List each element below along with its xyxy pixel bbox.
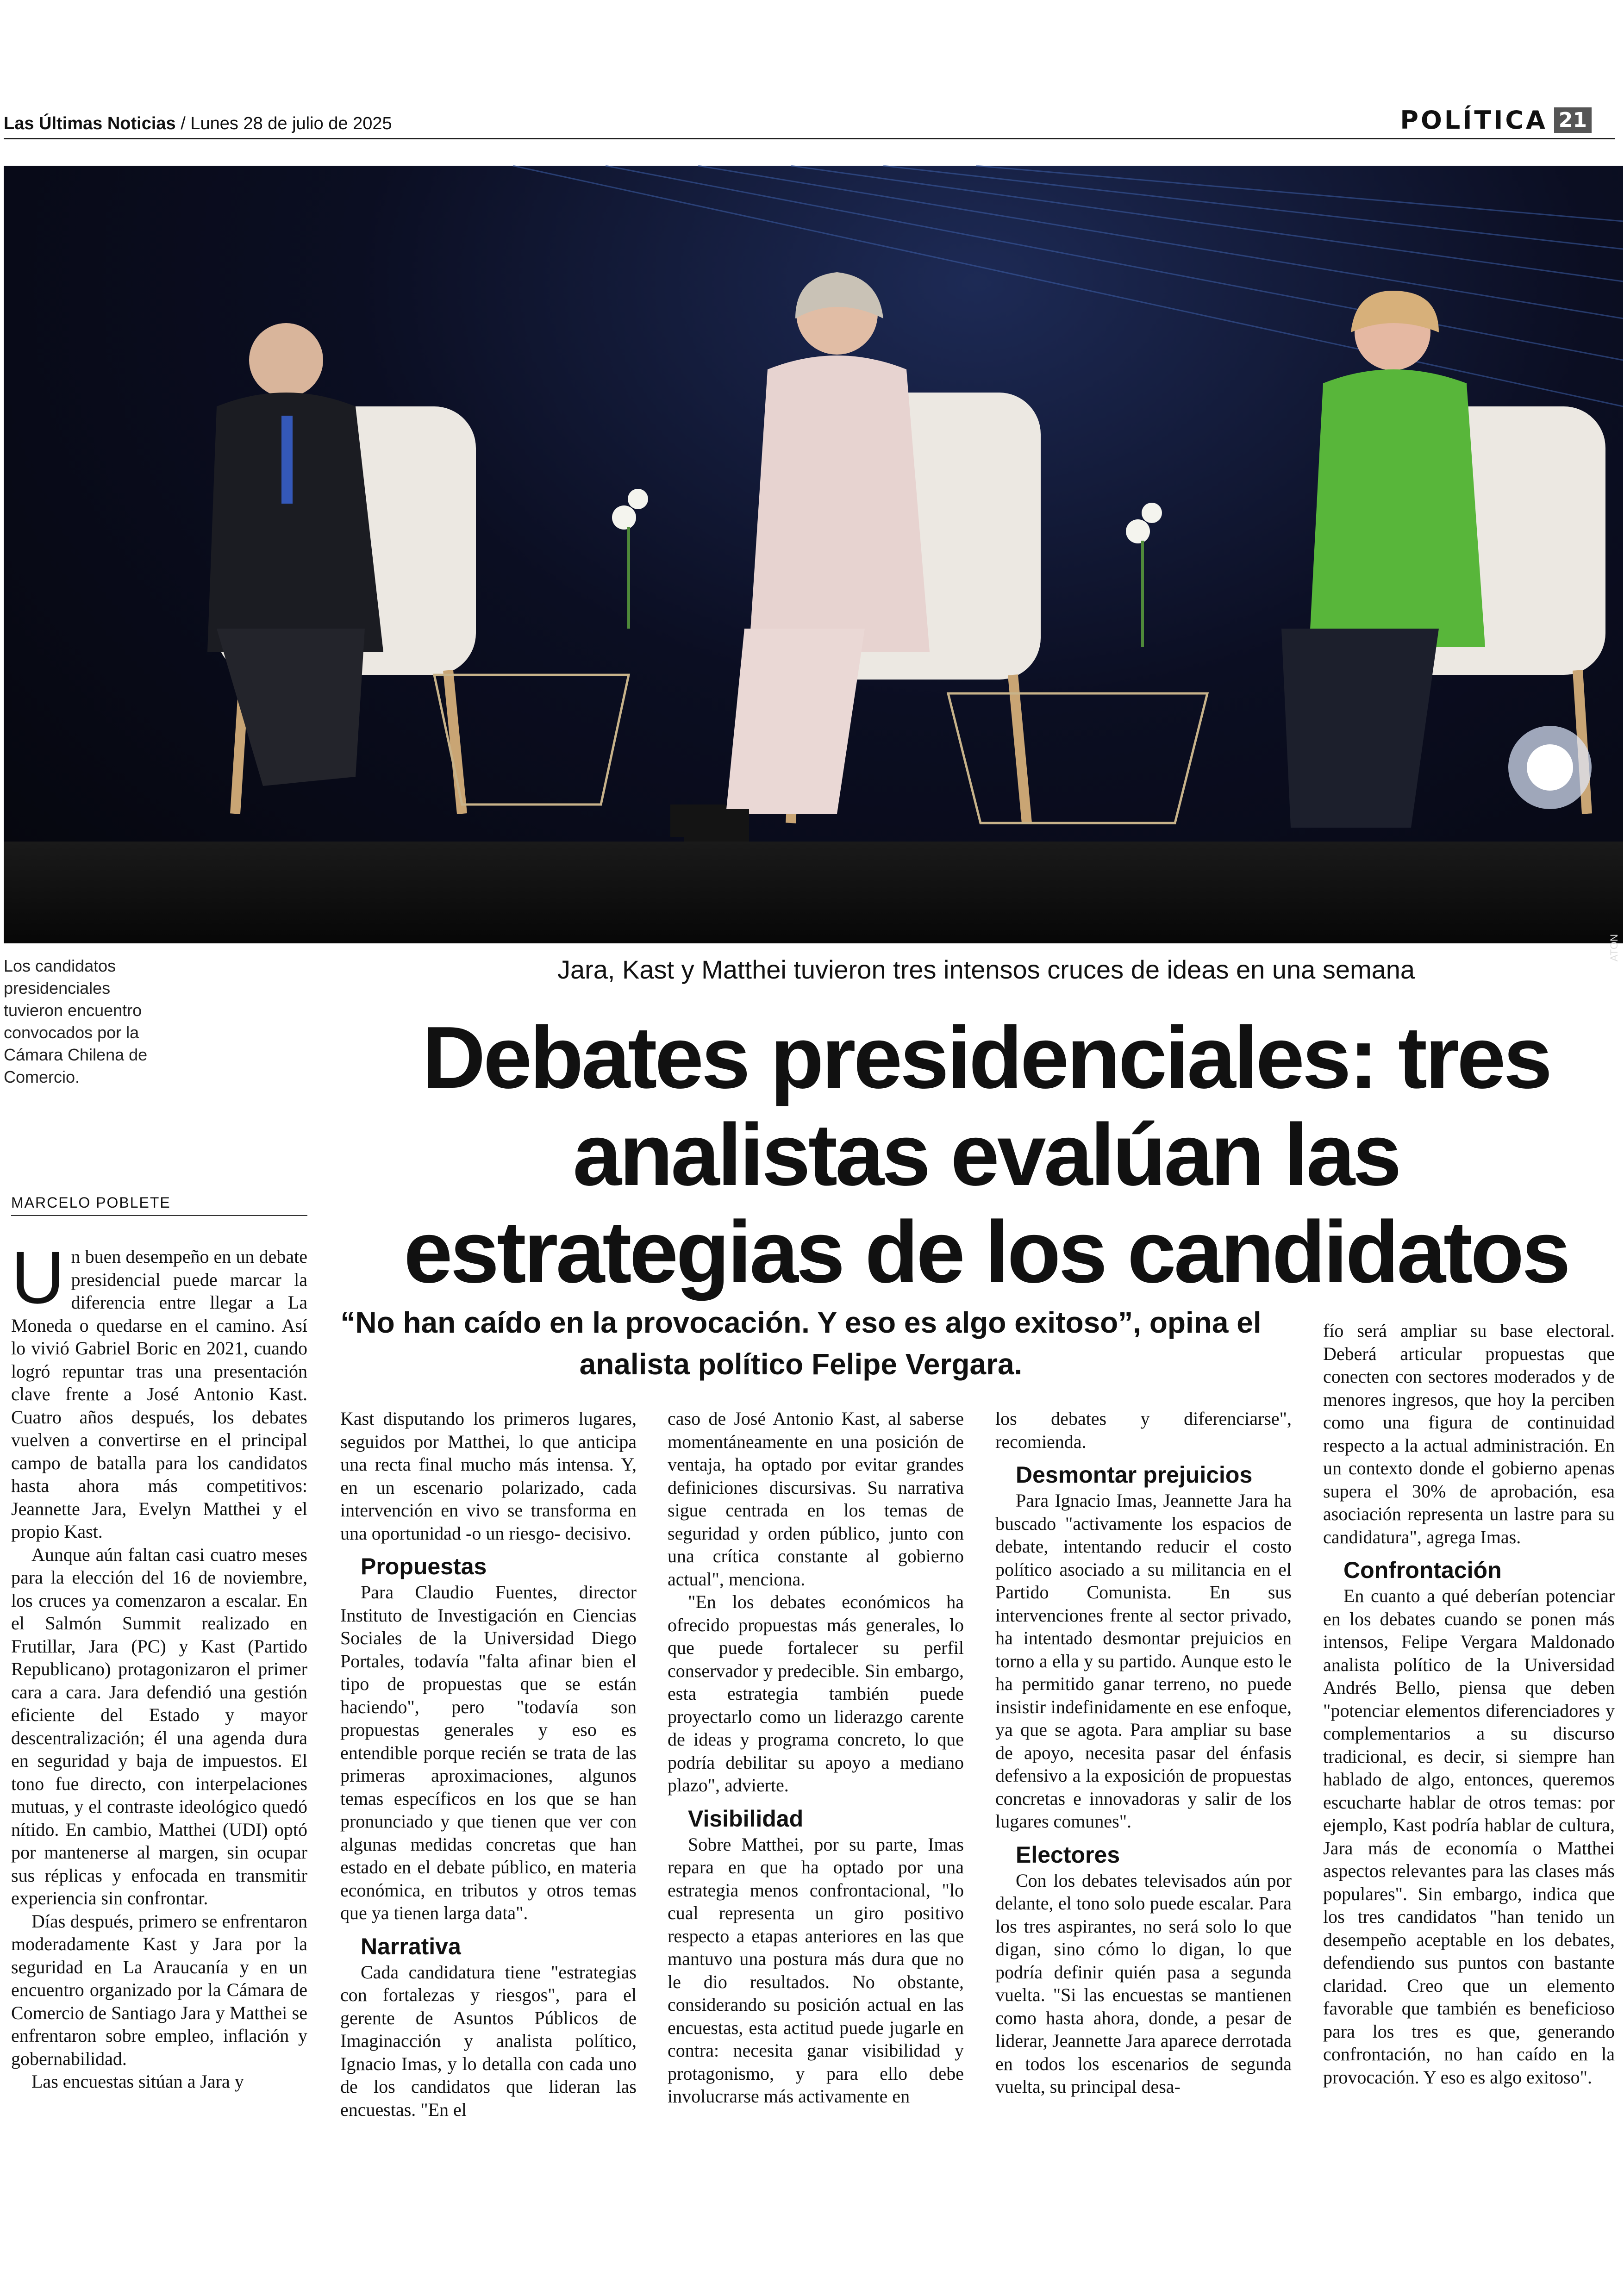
subheading: Propuestas — [361, 1553, 487, 1579]
paragraph: Aunque aún faltan casi cuatro meses para la elección del 16 de noviembre, los cruces ya comenzaron a escalar. En el Salmón Summit realizado en Frutillar, Jara (PC) y Kast (Partido Republicano) protagonizaron el primer cara a cara. Jara defendió una gestión eficiente del Estado y mayor descentralización; él una agenda dura en seguridad y baja de impuestos. El tono fue directo, con interpelaciones mutuas, y el contraste ideológico quedó nítido. En cambio, Matthei (UDI) optó por mantenerse al margen, sin ocupar sus réplicas y enfocada en transmitir experiencia sin confrontar. — [11, 1544, 307, 1908]
stage-floor — [4, 842, 1623, 943]
page-number: 21 — [1554, 107, 1592, 133]
page-header-publication — [4, 114, 392, 134]
section-name: POLÍTICA — [1400, 106, 1548, 135]
debate-photo — [4, 166, 1623, 962]
article-column-3 — [668, 1407, 964, 2108]
paragraph: Días después, primero se enfrentaron moderadamente Kast y Jara por la seguridad en La Araucanía y en un encuentro organizado por la Cámara de Comercio de Santiago Jara y Matthei se enfrentaron sobre empleo, inflación y gobernabilidad. — [11, 1910, 307, 2069]
paragraph: "En los debates económicos ha ofrecido propuestas más generales, lo que puede fortalecer su perfil conservador y predecible. Sin embargo, esta estrategia también puede proyectarlo como un liderazgo carente de ideas y programa concreto, lo que podría debilitar su apoyo a mediano plazo", advierte. — [668, 1591, 964, 1796]
paragraph: Sobre Matthei, por su parte, Imas repara en que ha optado por una estrategia menos confrontacional, "lo cual representa un giro positivo respecto a etapas anteriores en las que mantuvo una postura más dura que no le dio resultados. No obstante, considerando su posición actual en las encuestas, esta actitud puede jugarle en contra: necesita ganar visibilidad y protagonismo, y para ello debe involucrarse más activamente en — [668, 1834, 964, 2107]
paragraph: Con los debates televisados aún por delante, el tono solo puede escalar. Para los tres aspirantes, no será solo lo que digan, sino cómo lo digan, lo que podría definir quién pasa a segunda vuelta. "Si las encuestas se mantienen como hasta ahora, donde, a pesar de liderar, Jeannette Jara aparece derrotada en todos los escenarios de segunda vuelta, su principal desa- — [995, 1870, 1292, 2097]
debate-stage-illustration — [4, 166, 1623, 943]
article-pullquote: “No han caído en la provocación. Y eso es algo exitoso”, opina el analista político Felipe Vergara. — [340, 1306, 1262, 1381]
article-column-4 — [995, 1407, 1292, 2098]
subheading: Narrativa — [361, 1933, 461, 1959]
section-header — [1400, 106, 1592, 135]
photo-caption: Los candidatos presidenciales tuvieron encuentro convocados por la Cámara Chilena de Comercio. — [4, 956, 148, 1086]
paragraph: Las encuestas sitúan a Jara y — [31, 2071, 244, 2092]
paragraph: Para Claudio Fuentes, director Instituto de Investigación en Ciencias Sociales de la Universidad Diego Portales, todavía "falta afinar bien el tipo de propuestas que se están haciendo", pero "todavía son propuestas generales y eso es entendible porque recién se trata de las primeras aproximaciones, algunos temas específicos en los que se han pronunciado y que tienen que ver con algunas medidas concretas que han estado en el debate público, en materia económica, en tributos y otros temas que ya tienen larga data". — [340, 1582, 637, 1923]
article-column-2 — [340, 1407, 637, 2121]
paragraph: caso de José Antonio Kast, al saberse momentáneamente en una posición de ventaja, ha optado por evitar grandes definiciones discursivas. Su narrativa sigue centrada en los temas de seguridad y orden público, junto con una crítica constante al gobierno actual", menciona. — [668, 1408, 964, 1590]
subheading: Desmontar prejuicios — [1016, 1462, 1253, 1488]
article-kicker: Jara, Kast y Matthei tuvieron tres intensos cruces de ideas en una semana — [557, 955, 1415, 984]
publication-name: Las Últimas Noticias — [4, 114, 176, 133]
paragraph: En cuanto a qué deberían potenciar en los debates cuando se ponen más intensos, Felipe Vergara Maldonado analista político de la Universidad Andrés Bello, piensa que deben "potenciar elementos diferenciadores y complementarios a su discurso tradicional, es decir, si siempre han hablado de algo, entonces, queremos escucharte hablar de otros temas: por ejemplo, Kast podría hablar de cultura, Jara más de economía o Matthei aspectos relevantes para las clases más populares". Sin embargo, indica que los tres candidatos "han tenido un desempeño aceptable en los debates, defendiendo sus puntos con bastante claridad. Creo que un elemento favorable que también es beneficioso para los tres es que, generando confrontación, no han caído en la provocación. Y eso es algo exitoso". — [1323, 1585, 1615, 2088]
paragraph-text: n buen desempeño en un debate presidencial puede marcar la diferencia entre llegar a La Moneda o quedarse en el camino. Así lo vivió Gabriel Boric en 2021, cuando logró repuntar tras una presentación clave frente a José Antonio Kast. Cuatro años después, los debates vuelven a convertirse en el principal campo de batalla para los candidatos hasta ahora más competitivos: Jeannette Jara, Evelyn Matthei y el propio Kast. — [11, 1246, 307, 1542]
article-column-5 — [1323, 1319, 1615, 2089]
subheading: Visibilidad — [688, 1805, 804, 1832]
publication-date: / Lunes 28 de julio de 2025 — [181, 114, 392, 133]
subheading: Electores — [1016, 1841, 1120, 1868]
paragraph: Cada candidatura tiene "estrategias con fortalezas y riesgos", para el gerente de Asuntos Públicos de Imaginacción y analista político, Ignacio Imas, y lo detalla con cada uno de los candidatos que lideran las encuestas. "En el — [340, 1961, 637, 2120]
drop-cap: U — [11, 1236, 65, 1319]
paragraph: los debates y diferenciarse", recomienda. — [995, 1408, 1292, 1452]
paragraph: fío será ampliar su base electoral. Deberá articular propuestas que conecten con sectores moderados y de menores ingresos, que hoy la perciben como una figura de continuidad respecto a la actual administración. En un contexto donde el gobierno apenas supera el 30% de aprobación, esa asociación representa un lastre para su candidatura", agrega Imas. — [1323, 1320, 1615, 1547]
paragraph: Kast disputando los primeros lugares, seguidos por Matthei, lo que anticipa una recta final mucho más intensa. Y, en un escenario polarizado, cada intervención en vivo se transforma en una oportunidad -o un riesgo- decisivo. — [340, 1408, 637, 1544]
header-divider — [4, 138, 1615, 139]
subheading: Confrontación — [1343, 1557, 1502, 1583]
article-column-1 — [11, 1236, 307, 2093]
photo-credit: ATON — [1608, 934, 1620, 962]
article-headline: Debates presidenciales: tres analistas evalúan las estrategias de los candidatos — [404, 1009, 1568, 1301]
paragraph: Para Ignacio Imas, Jeannette Jara ha buscado "activamente los espacios de debate, intentando reducir el costo político asociado a su militancia en el Partido Comunista. En sus intervenciones frente al sector privado, ha intentado desmontar prejuicios en torno a ella y su partido. Aunque esto le ha permitido ganar terreno, no puede insistir indefinidamente en ese enfoque, ya que se agota. Para ampliar su base de apoyo, necesita pasar del énfasis defensivo a la exposición de propuestas concretas e innovadoras y salir de los lugares comunes". — [995, 1490, 1292, 1832]
paragraph — [11, 1236, 307, 1543]
article-byline: MARCELO POBLETE — [11, 1194, 307, 1216]
